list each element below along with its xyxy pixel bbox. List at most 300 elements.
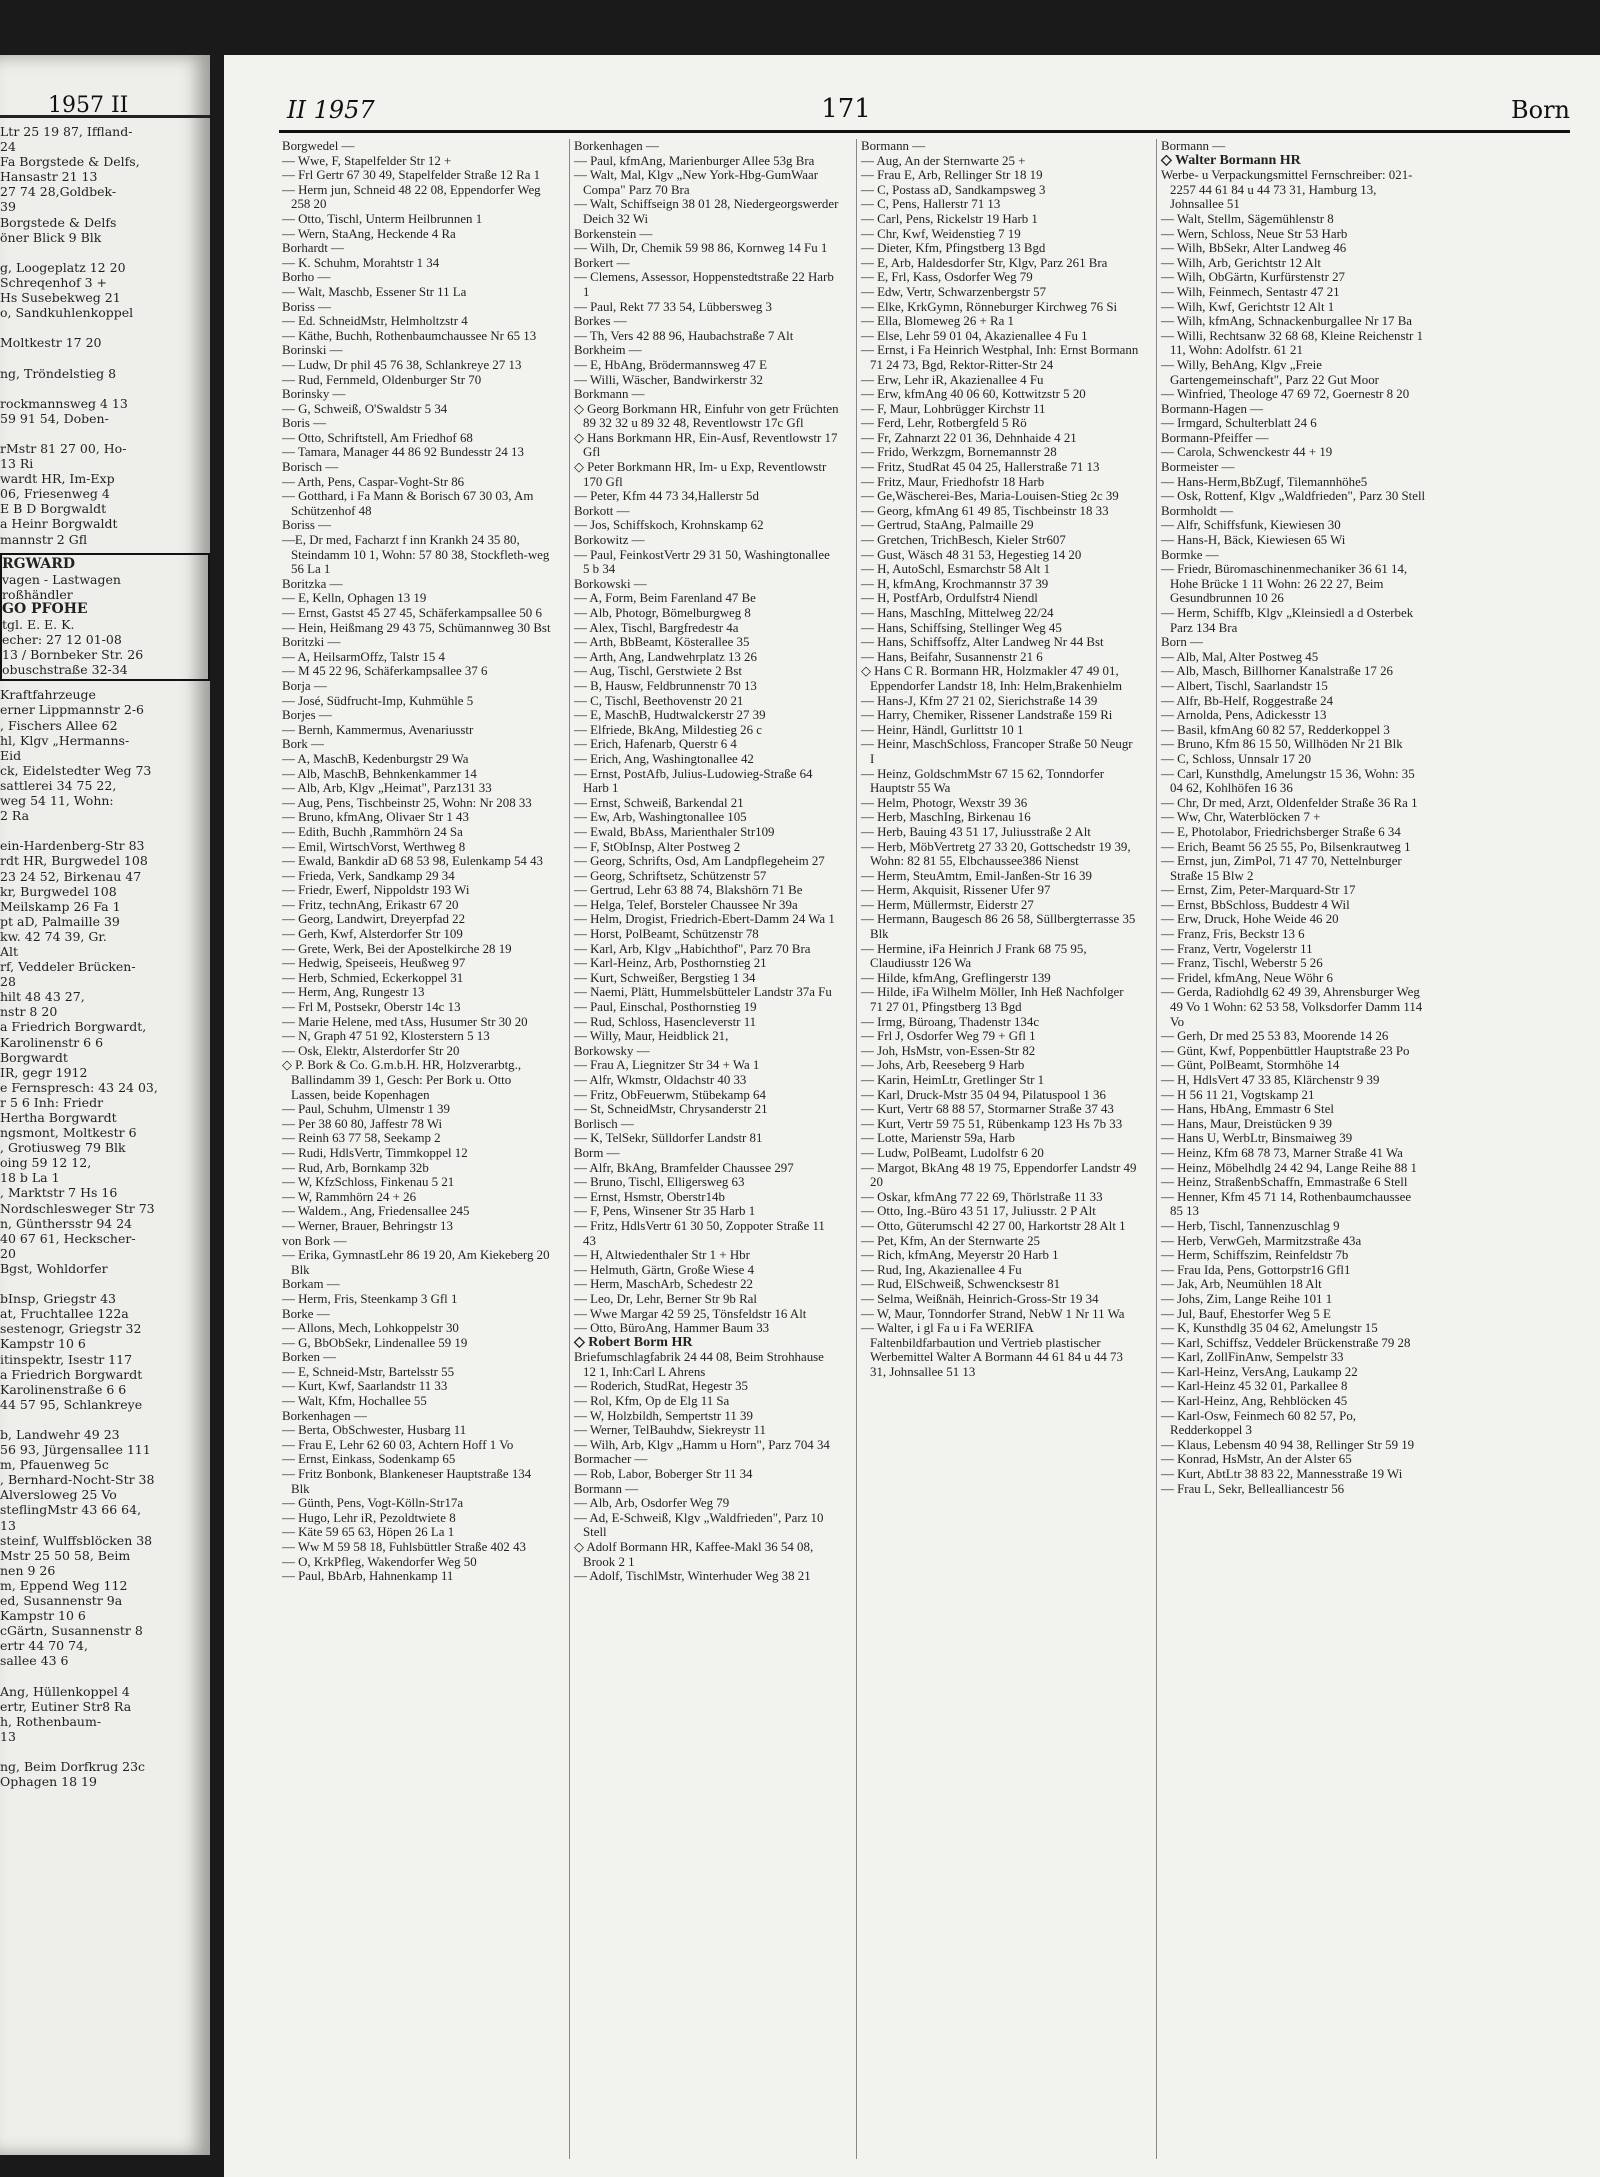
directory-entry: — Johs, Arb, Reeseberg 9 Harb	[861, 1058, 1025, 1073]
left-line: Schreqenhof 3 +	[0, 274, 108, 290]
directory-entry: — Erich, Ang, Washingtonallee 42	[574, 751, 754, 766]
left-line: ng, Beim Dorfkrug 23c	[0, 1759, 146, 1775]
left-line: ed, Susannenstr 9a	[0, 1593, 123, 1608]
left-line: Hansastr 21 13	[0, 169, 98, 185]
surname-heading: Bormann —	[574, 1481, 639, 1496]
directory-entry: — Georg, Landwirt, Dreyerpfad 22	[282, 912, 466, 927]
directory-entry: — Georg, kfmAng 61 49 85, Tischbeinstr 18 33	[861, 503, 1109, 518]
directory-entry: — Herb, Schmied, Eckerkoppel 31	[282, 970, 464, 985]
surname-heading: Boris —	[282, 416, 327, 431]
column-4	[1156, 139, 1426, 2159]
directory-entry: — Irmgard, Schulterblatt 24 6	[1161, 416, 1317, 431]
left-line: 28	[0, 974, 16, 990]
directory-entry: — Herb, MöbVertretg 27 33 20, Gottschedstr 19 39, Wohn: 82 81 55, Elbchaussee386 Nienst	[861, 839, 1131, 869]
surname-heading: Borisch —	[282, 460, 339, 475]
directory-entry: — Bruno, kfmAng, Olivaer Str 1 43	[282, 810, 469, 825]
directory-entry: — Herm, Ang, Rungestr 13	[282, 985, 425, 1000]
surname-heading: Borke —	[282, 1306, 330, 1321]
surname-heading: Borkmann —	[574, 387, 645, 402]
left-line: steinf, Wulffsblöcken 38	[0, 1532, 153, 1548]
directory-entry: — Ernst, BbSchloss, Buddestr 4 Wil	[1161, 897, 1350, 912]
left-line: wardt HR, Im-Exp	[0, 471, 115, 487]
surname-heading: Boriss —	[282, 299, 332, 314]
directory-entry: — Osk, Rottenf, Klgv „Waldfrieden", Parz 30 Stell	[1161, 489, 1426, 504]
page-number: 171	[821, 94, 871, 124]
left-line	[0, 381, 210, 396]
surname-heading: Borinsky —	[282, 387, 346, 402]
surname-heading: Bork —	[282, 737, 324, 752]
directory-entry: — Ernst, PostAfb, Julius-Ludowieg-Straße 64 Harb 1	[574, 766, 813, 796]
directory-entry: — Elke, KrkGymn, Rönneburger Kirchweg 76 Si	[861, 299, 1118, 314]
directory-entry: — Friedr, Büromaschinenmechaniker 36 61 14, Hohe Brücke 1 11 Wohn: 26 22 27, Beim Gesundbrunnen 10 26	[1161, 562, 1408, 606]
directory-entry: — Arnolda, Pens, Adickesstr 13	[1161, 708, 1327, 723]
directory-entry: — W, Maur, Tonndorfer Strand, NebW 1 Nr 11 Wa	[861, 1306, 1125, 1321]
left-line: rMstr 81 27 00, Ho-	[0, 440, 127, 456]
left-line: erner Lippmannstr 2-6	[0, 702, 144, 718]
surname-heading: Borken —	[282, 1350, 337, 1365]
directory-entry: — Else, Lehr 59 01 04, Akazienallee 4 Fu 1	[861, 328, 1088, 343]
directory-entry: — Clemens, Assessor, Hoppenstedtstraße 22 Harb 1	[574, 270, 834, 299]
directory-entry: — Reinh 63 77 58, Seekamp 2	[282, 1131, 441, 1146]
left-line: Borgwardt	[0, 1049, 68, 1065]
directory-entry: — E, Arb, Haldesdorfer Str, Klgv, Parz 261 Bra	[861, 255, 1108, 270]
directory-entry: — K, TelSekr, Sülldorfer Landstr 81	[574, 1131, 763, 1146]
directory-entry: — Marie Helene, med tAss, Husumer Str 30 20	[282, 1014, 528, 1029]
directory-entry: — Frau Ida, Pens, Gottorpstr16 Gfl1	[1161, 1262, 1351, 1277]
directory-entry: — Wwe Margar 42 59 25, Tönsfeldstr 16 Alt	[574, 1306, 807, 1321]
directory-entry: — Paul, Einschal, Posthornstieg 19	[574, 1000, 757, 1015]
directory-entry: — Willy, Maur, Heidblick 21,	[574, 1029, 729, 1044]
left-line: Ang, Hüllenkoppel 4	[0, 1683, 130, 1699]
surname-heading: Borkam —	[282, 1277, 340, 1292]
left-line: nstr 8 20	[0, 1004, 58, 1020]
left-line: weg 54 11, Wohn:	[0, 793, 114, 809]
directory-entry: — Chr, Dr med, Arzt, Oldenfelder Straße 36 Ra 1	[1161, 795, 1418, 810]
directory-entry: — W, Holzbildh, Sempertstr 11 39	[574, 1408, 753, 1423]
left-line: Eid	[0, 747, 22, 763]
directory-entry: ◇ Peter Borkmann HR, Im- u Exp, Reventlowstr 170 Gfl	[574, 460, 827, 489]
directory-entry: — Günt, PolBeamt, Stormhöhe 14	[1161, 1058, 1340, 1073]
directory-entry: — Gerda, Radiohdlg 62 49 39, Ahrensburger Weg 49 Vo 1 Wohn: 62 53 58, Volksdorfer Damm 114 Vo	[1161, 985, 1423, 1029]
left-line	[0, 320, 210, 335]
directory-entry: — Fritz, HdlsVertr 61 30 50, Zoppoter Straße 11 43	[574, 1218, 825, 1248]
directory-entry: — Naemi, Plätt, Hummelsbütteler Landstr 37a Fu	[574, 985, 832, 1000]
left-line: sattlerei 34 75 22,	[0, 777, 117, 793]
directory-entry: — B, Hausw, Feldbrunnenstr 70 13	[574, 678, 757, 693]
left-line: ertr 44 70 74,	[0, 1638, 88, 1654]
surname-heading: Borkowski —	[574, 576, 647, 591]
directory-entry: — E, Frl, Kass, Osdorfer Weg 79	[861, 270, 1033, 285]
left-line: at, Fruchtallee 122a	[0, 1306, 129, 1322]
directory-entry: — G, BbObSekr, Lindenallee 59 19	[282, 1335, 468, 1350]
firm-entry: ◇ Robert Borm HR	[574, 1334, 693, 1350]
directory-entry: — Hilde, iFa Wilhelm Möller, Inh Heß Nachfolger 71 27 01, Pfingstberg 13 Bgd	[861, 985, 1124, 1015]
left-line: ng, Tröndelstieg 8	[0, 365, 117, 381]
directory-entry: — Hans U, WerbLtr, Binsmaiweg 39	[1161, 1131, 1353, 1146]
left-advert-line: GO PFOHE	[2, 601, 88, 617]
left-line: 06, Friesenweg 4	[0, 486, 110, 502]
directory-entry: — Franz, Vertr, Vogelerstr 11	[1161, 941, 1313, 956]
directory-entry: — Frau E, Arb, Rellinger Str 18 19	[861, 168, 1043, 183]
surname-heading: Borkheim —	[574, 343, 642, 358]
left-line	[0, 1668, 210, 1683]
directory-entry: — Ewald, Bankdir aD 68 53 98, Eulenkamp 54 43	[282, 854, 543, 869]
directory-columns	[282, 139, 1572, 2159]
directory-entry: — Hans-J, Kfm 27 21 02, Sierichstraße 14 39	[861, 693, 1098, 708]
left-line: rockmannsweg 4 13	[0, 395, 128, 411]
directory-entry: — H 56 11 21, Vogtskamp 21	[1161, 1087, 1315, 1102]
directory-entry: — Per 38 60 80, Jaffestr 78 Wi	[282, 1116, 443, 1131]
directory-entry: — Heinz, StraßenbSchaffn, Emmastraße 6 Stell	[1161, 1175, 1408, 1190]
directory-entry: — Ernst, Einkass, Sodenkamp 65	[282, 1452, 456, 1467]
left-line: Kraftfahrzeuge	[0, 687, 96, 703]
directory-entry: — Günth, Pens, Vogt-Kölln-Str17a	[282, 1496, 464, 1511]
surname-heading: Bormann-Hagen —	[1161, 401, 1264, 416]
directory-entry: — Ernst, i Fa Heinrich Westphal, Inh: Ernst Bormann 71 24 73, Bgd, Rektor-Ritter-Str 24	[861, 343, 1139, 372]
right-page	[224, 55, 1600, 2177]
directory-entry: — Käthe, Buchh, Rothenbaumchaussee Nr 65 13	[282, 328, 537, 343]
directory-entry: — Selma, Weißnäh, Heinrich-Gross-Str 19 34	[861, 1291, 1099, 1306]
directory-entry: — Alfr, Schiffsfunk, Kiewiesen 30	[1161, 518, 1341, 533]
directory-entry: — Heinr, MaschSchloss, Francoper Straße 50 Neugr I	[861, 737, 1133, 766]
directory-entry: — Bernh, Kammermus, Avenariusstr	[282, 722, 474, 737]
surname-heading: Boritzka —	[282, 576, 343, 591]
directory-entry: — Ww, Chr, Waterblöcken 7 +	[1161, 810, 1321, 825]
directory-entry: — Wwe, F, Stapelfelder Str 12 +	[282, 153, 452, 168]
left-line: Kampstr 10 6	[0, 1608, 86, 1624]
surname-heading: Bormke —	[1161, 547, 1219, 562]
directory-entry: — Gotthard, i Fa Mann & Borisch 67 30 03, Am Schützenhof 48	[282, 489, 534, 518]
column-2	[569, 139, 839, 2159]
surname-heading: Borgwedel —	[282, 139, 355, 153]
running-head: Born	[1510, 96, 1570, 124]
left-line: 23 24 52, Birkenau 47	[0, 868, 142, 884]
left-line: Mstr 25 50 58, Beim	[0, 1547, 131, 1563]
directory-entry: — E, Schneid-Mstr, Bartelsstr 55	[282, 1364, 455, 1379]
directory-entry: — A, HeilsarmOffz, Talstr 15 4	[282, 649, 445, 664]
directory-entry: — Berta, ObSchwester, Husbarg 11	[282, 1423, 467, 1438]
directory-entry: — Herm, Fris, Steenkamp 3 Gfl 1	[282, 1291, 458, 1306]
directory-entry: — Tamara, Manager 44 86 92 Bundesstr 24 13	[282, 445, 524, 460]
left-line: E B D Borgwaldt	[0, 501, 107, 517]
directory-entry: — Albert, Tischl, Saarlandstr 15	[1161, 678, 1328, 693]
directory-entry: — Ernst, Gastst 45 27 45, Schäferkampsallee 50 6	[282, 606, 542, 620]
surname-heading: Borinski —	[282, 343, 343, 358]
directory-entry: — Rud, Fernmeld, Oldenburger Str 70	[282, 372, 482, 387]
directory-entry: — Walt, Mal, Klgv „New York-Hbg-GumWaar Compa" Parz 70 Bra	[574, 168, 819, 197]
directory-entry: — Franz, Tischl, Weberstr 5 26	[1161, 956, 1323, 971]
left-line: Moltkestr 17 20	[0, 335, 102, 351]
directory-entry: — Osk, Elektr, Alsterdorfer Str 20	[282, 1043, 460, 1058]
directory-entry: — Wilh, Arb, Klgv „Hamm u Horn", Parz 704 34	[574, 1437, 830, 1452]
directory-entry: — Rol, Kfm, Op de Elg 11 Sa	[574, 1394, 730, 1409]
left-line: Karolinenstr 6 6	[0, 1034, 104, 1050]
directory-entry: — Paul, kfmAng, Marienburger Allee 53g Bra	[574, 153, 815, 168]
directory-entry: — Fr, Zahnarzt 22 01 36, Dehnhaide 4 21	[861, 430, 1077, 445]
directory-entry: — Georg, Schrifts, Osd, Am Landpflegeheim 27	[574, 854, 825, 869]
directory-entry: — W, Rammhörn 24 + 26	[282, 1189, 417, 1204]
directory-entry: — A, MaschB, Kedenburgstr 29 Wa	[282, 751, 469, 766]
left-line: , Marktstr 7 Hs 16	[0, 1185, 118, 1201]
directory-entry: — Bruno, Kfm 86 15 50, Willhöden Nr 21 Blk	[1161, 737, 1403, 752]
surname-heading: Borkowsky —	[574, 1043, 650, 1058]
surname-heading: Born —	[1161, 635, 1203, 650]
directory-entry: — Peter, Kfm 44 73 34,Hallerstr 5d	[574, 489, 759, 504]
left-line: Ltr 25 19 87, Iffland-	[0, 124, 133, 139]
surname-heading: Borlisch —	[574, 1116, 634, 1131]
surname-heading: Bormholdt —	[1161, 503, 1233, 518]
directory-entry: — Rudi, HdlsVertr, Timmkoppel 12	[282, 1145, 468, 1160]
left-line: h, Rothenbaum-	[0, 1713, 102, 1729]
directory-entry: — Alb, Arb, Klgv „Heimat", Parz131 33	[282, 781, 492, 796]
directory-entry: — E, MaschB, Hudtwalckerstr 27 39	[574, 708, 766, 723]
left-line: m, Eppend Weg 112	[0, 1577, 128, 1593]
directory-entry: — Helm, Photogr, Wexstr 39 36	[861, 795, 1028, 810]
directory-entry: — A, Form, Beim Farenland 47 Be	[574, 591, 756, 606]
directory-entry: — N, Graph 47 51 92, Klosterstern 5 13	[282, 1029, 490, 1044]
left-line: 59 91 54, Doben-	[0, 410, 109, 426]
directory-entry: — Wilh, Arb, Gerichtstr 12 Alt	[1161, 255, 1322, 270]
directory-entry: — Ernst, Hsmstr, Oberstr14b	[574, 1189, 725, 1204]
directory-entry: — Pet, Kfm, An der Sternwarte 25	[861, 1233, 1041, 1248]
directory-entry: — Alb, MaschB, Behnkenkammer 14	[282, 766, 477, 781]
directory-entry: — Emil, WirtschVorst, Werthweg 8	[282, 839, 466, 854]
directory-entry: — Jos, Schiffskoch, Krohnskamp 62	[574, 518, 764, 533]
directory-entry: — Paul, FeinkostVertr 29 31 50, Washingtonallee 5 b 34	[574, 547, 830, 577]
surname-heading: Bormeister —	[1161, 460, 1235, 475]
directory-entry: — Hermann, Baugesch 86 26 58, Süllbergterrasse 35 Blk	[861, 912, 1136, 942]
directory-entry: — Ferd, Lehr, Rotbergfeld 5 Rö	[861, 416, 1027, 431]
directory-entry: — Rud, Arb, Bornkamp 32b	[282, 1160, 429, 1175]
directory-entry: ◇ Georg Borkmann HR, Einfuhr von getr Früchten 89 32 32 u 89 32 48, Reventlowstr 17c Gfl	[574, 401, 839, 431]
directory-entry: — H, HdlsVert 47 33 85, Klärchenstr 9 39	[1161, 1073, 1380, 1087]
left-line: Alversloweg 25 Vo	[0, 1487, 117, 1503]
directory-entry: — Walt, Maschb, Essener Str 11 La	[282, 284, 467, 299]
directory-entry: — Günt, Kwf, Poppenbüttler Hauptstraße 23 Po	[1161, 1043, 1410, 1058]
directory-entry: — Leo, Dr, Lehr, Berner Str 9b Ral	[574, 1291, 757, 1306]
left-line: b, Landwehr 49 23	[0, 1426, 120, 1442]
directory-entry: — G, Schweiß, O'Swaldstr 5 34	[282, 401, 448, 416]
directory-entry: — Hilde, kfmAng, Greflingerstr 139	[861, 970, 1051, 985]
directory-entry: — Karl-Heinz, Ang, Rehblöcken 45	[1161, 1394, 1348, 1409]
page-header	[279, 90, 1570, 133]
left-advert-line: 13 / Bornbeker Str. 26	[2, 647, 144, 663]
left-line: rf, Veddeler Brücken-	[0, 959, 136, 975]
surname-heading: Borkenstein —	[574, 226, 653, 241]
directory-entry: — Ww M 59 58 18, Fuhlsbüttler Straße 402 43	[282, 1540, 526, 1554]
left-line: n, Günthersstr 94 24	[0, 1215, 133, 1231]
directory-entry: — Gertrud, StaAng, Palmaille 29	[861, 518, 1034, 533]
directory-entry: — Herb, VerwGeh, Marmitzstraße 43a	[1161, 1233, 1362, 1248]
left-page-header	[0, 55, 210, 118]
left-line: rdt HR, Burgwedel 108	[0, 853, 148, 869]
surname-heading: Borjes —	[282, 708, 332, 723]
left-line: bInsp, Griegstr 43	[0, 1291, 117, 1307]
directory-entry: — Ludw, PolBeamt, Ludolfstr 6 20	[861, 1145, 1044, 1160]
directory-entry: — F, Pens, Winsener Str 35 Harb 1	[574, 1204, 756, 1219]
directory-entry: — Ernst, Schweiß, Barkendal 21	[574, 795, 744, 810]
directory-entry: — Frl J, Osdorfer Weg 79 + Gfl 1	[861, 1029, 1036, 1044]
directory-entry: — Oskar, kfmAng 77 22 69, Thörlstraße 11 33	[861, 1189, 1103, 1204]
directory-entry: — Edw, Vertr, Schwarzenbergstr 57	[861, 284, 1047, 299]
left-line: Borgstede & Delfs	[0, 214, 117, 230]
directory-entry: — Herm, Müllermstr, Eiderstr 27	[861, 897, 1034, 912]
surname-heading: Borkowitz —	[574, 533, 645, 548]
left-line: 39	[0, 199, 16, 215]
directory-entry: — Walt, Schiffseign 38 01 28, Niedergeorgswerder Deich 32 Wi	[574, 197, 839, 226]
directory-entry: — Wilh, Kwf, Gerichtstr 12 Alt 1	[1161, 299, 1335, 314]
directory-entry: Werbe- u Verpackungsmittel Fernschreiber: 021-2257 44 61 84 u 44 73 31, Hamburg 13, Johnsallee 51	[1161, 168, 1413, 212]
left-line	[0, 1276, 210, 1291]
directory-entry: — Kurt, Vertr 68 88 57, Stormarner Straße 37 43	[861, 1102, 1114, 1117]
left-advert	[0, 553, 210, 682]
directory-entry: — Aug, An der Sternwarte 25 +	[861, 153, 1026, 168]
directory-entry: — Adolf, TischlMstr, Winterhuder Weg 38 21	[574, 1569, 811, 1584]
directory-entry: — Gertrud, Lehr 63 88 74, Blakshörn 71 Be	[574, 883, 803, 898]
directory-entry: — Rud, ElSchweiß, Schwencksestr 81	[861, 1277, 1061, 1292]
directory-entry: — Carl, Pens, Rickelstr 19 Harb 1	[861, 211, 1038, 226]
directory-entry: — C, Schloss, Unnsalr 17 20	[1161, 751, 1312, 766]
surname-heading: Bormann —	[861, 139, 926, 153]
left-line: nen 9 26	[0, 1562, 56, 1578]
directory-entry: — Joh, HsMstr, von-Essen-Str 82	[861, 1043, 1036, 1058]
left-line: Ophagen 18 19	[0, 1774, 97, 1790]
directory-entry: — Klaus, Lebensm 40 94 38, Rellinger Str 59 19	[1161, 1437, 1415, 1452]
directory-entry: —E, Dr med, Facharzt f inn Krankh 24 35 80, Steindamm 10 1, Wohn: 57 80 38, Stockfleth-weg 56 La 1	[282, 533, 550, 577]
directory-entry: — O, KrkPfleg, Wakendorfer Weg 50	[282, 1554, 477, 1569]
left-advert-line: obuschstraße 32-34	[2, 662, 128, 678]
directory-entry: ◇ Hans Borkmann HR, Ein-Ausf, Reventlowstr 17 Gfl	[574, 430, 838, 460]
directory-entry: — Wilh, ObGärtn, Kurfürstenstr 27	[1161, 270, 1345, 285]
directory-entry: — C, Postass aD, Sandkampsweg 3	[861, 182, 1046, 197]
directory-entry: — Ernst, Zim, Peter-Marquard-Str 17	[1161, 883, 1356, 898]
directory-entry: — Frl Gertr 67 30 49, Stapelfelder Straße 12 Ra 1	[282, 168, 541, 183]
left-line: hl, Klgv „Hermanns-	[0, 732, 130, 748]
directory-entry: — Fritz, technAng, Erikastr 67 20	[282, 897, 459, 912]
directory-entry: — Hans, Schiffsing, Stellinger Weg 45	[861, 620, 1062, 635]
directory-entry: — K. Schuhm, Morahtstr 1 34	[282, 255, 440, 270]
directory-entry: — Lotte, Marienstr 59a, Harb	[861, 1131, 1015, 1146]
directory-entry: — Ew, Arb, Washingtonallee 105	[574, 810, 747, 825]
directory-entry: — Herm, Schiffb, Klgv „Kleinsiedl a d Osterbek Parz 134 Bra	[1161, 606, 1414, 635]
left-line: ertr, Eutiner Str8 Ra	[0, 1698, 132, 1714]
directory-entry: — Wilh, Feinmech, Sentastr 47 21	[1161, 284, 1340, 299]
left-line: e Fernspresch: 43 24 03,	[0, 1079, 158, 1095]
left-line: oing 59 12 12,	[0, 1155, 92, 1171]
surname-heading: Borkott —	[574, 503, 630, 518]
left-line: hilt 48 43 27,	[0, 989, 85, 1005]
directory-entry: — Frl M, Postsekr, Oberstr 14c 13	[282, 1000, 461, 1015]
directory-entry: — Käte 59 65 63, Höpen 26 La 1	[282, 1525, 455, 1540]
directory-entry: — Harry, Chemiker, Rissener Landstraße 159 Ri	[861, 708, 1113, 723]
directory-entry: — Ewald, BbAss, Marienthaler Str109	[574, 824, 775, 839]
left-line	[0, 1744, 210, 1759]
directory-entry: — Hans-Herm,BbZugf, Tilemannhöhe5	[1161, 474, 1368, 489]
directory-entry: — Rud, Ing, Akazienallee 4 Fu	[861, 1262, 1022, 1277]
directory-entry: — Th, Vers 42 88 96, Haubachstraße 7 Alt	[574, 328, 794, 343]
directory-entry: — Werner, Brauer, Behringstr 13	[282, 1218, 453, 1233]
column-3	[856, 139, 1139, 2159]
directory-entry: — Georg, Schriftsetz, Schützenstr 57	[574, 868, 767, 883]
directory-entry: — Hedwig, Speiseeis, Heußweg 97	[282, 956, 466, 971]
left-line: Alt	[0, 943, 19, 959]
surname-heading: Borhardt —	[282, 241, 344, 256]
left-line: Karolinenstraße 6 6	[0, 1381, 127, 1397]
directory-entry: — Ed. SchneidMstr, Helmholtzstr 4	[282, 314, 468, 329]
directory-entry: — Fritz, Maur, Friedhofstr 18 Harb	[861, 474, 1045, 489]
directory-entry: — Wilh, Dr, Chemik 59 98 86, Kornweg 14 Fu 1	[574, 241, 828, 256]
surname-heading: Borkes —	[574, 314, 627, 329]
directory-entry: — Kurt, AbtLtr 38 83 22, Mannesstraße 19 Wi	[1161, 1467, 1403, 1482]
surname-heading: Boritzki —	[282, 635, 341, 650]
directory-entry: — Werner, TelBauhdw, Siekreystr 11	[574, 1423, 766, 1438]
directory-entry: — Herm, SteuAmtm, Emil-Janßen-Str 16 39	[861, 868, 1092, 883]
directory-entry: — Carola, Schwenckestr 44 + 19	[1161, 445, 1333, 460]
directory-entry: — Karl-Heinz, VersAng, Laukamp 22	[1161, 1364, 1358, 1379]
directory-entry: — Walt, Kfm, Hochallee 55	[282, 1394, 427, 1409]
directory-entry: — Kurt, Vertr 59 75 51, Rübenkamp 123 Hs 7b 33	[861, 1116, 1123, 1131]
directory-entry: — Alfr, BkAng, Bramfelder Chaussee 297	[574, 1160, 794, 1175]
directory-entry: — Paul, Schuhm, Ulmenstr 1 39	[282, 1102, 450, 1117]
left-advert-line: echer: 27 12 01-08	[2, 632, 122, 648]
directory-entry: — Karin, HeimLtr, Gretlinger Str 1	[861, 1073, 1045, 1087]
left-line: ein-Hardenberg-Str 83	[0, 838, 145, 854]
directory-entry: — Heinz, GoldschmMstr 67 15 62, Tonndorfer Hauptstr 55 Wa	[861, 766, 1105, 796]
directory-entry: — F, StObInsp, Alter Postweg 2	[574, 839, 741, 854]
directory-entry: — C, Tischl, Beethovenstr 20 21	[574, 693, 744, 708]
left-line: , Fischers Allee 62	[0, 717, 118, 733]
left-line: 44 57 95, Schlankreye	[0, 1396, 143, 1412]
left-line: 27 74 28,Goldbek-	[0, 184, 117, 200]
left-advert-line: roßhändler	[2, 586, 73, 602]
directory-entry: — Frido, Werkzgm, Bornemannstr 28	[861, 445, 1057, 460]
directory-entry: — Aug, Tischl, Gerstwiete 2 Bst	[574, 664, 742, 679]
directory-entry: — Wilh, kfmAng, Schnackenburgallee Nr 17 Ba	[1161, 314, 1413, 329]
directory-entry: — Carl, Kunsthdlg, Amelungstr 15 36, Wohn: 35 04 62, Kohlhöfen 16 36	[1161, 766, 1415, 796]
directory-entry: — Chr, Kwf, Weidenstieg 7 19	[861, 226, 1021, 241]
directory-entry: — Dieter, Kfm, Pfingstberg 13 Bgd	[861, 241, 1046, 256]
directory-entry: ◇ P. Bork & Co. G.m.b.H. HR, Holzverarbtg., Ballindamm 39 1, Gesch: Per Bork u. Otto Lassen, beide Kopenhagen	[282, 1058, 522, 1102]
surname-heading: Bormacher —	[574, 1452, 648, 1467]
directory-entry: — Ernst, jun, ZimPol, 71 47 70, Nettelnburger Straße 15 Blw 2	[1161, 854, 1402, 883]
directory-entry: — St, SchneidMstr, Chrysanderstr 21	[574, 1102, 768, 1117]
directory-entry: — Margot, BkAng 48 19 75, Eppendorfer Landstr 49 20	[861, 1160, 1137, 1190]
directory-entry: — Karl, Schiffsz, Veddeler Brückenstraße 79 28	[1161, 1335, 1411, 1350]
directory-entry: — Wern, StaAng, Heckende 4 Ra	[282, 226, 456, 241]
directory-entry: — Konrad, HsMstr, An der Alster 65	[1161, 1452, 1352, 1467]
directory-entry: — Rud, Schloss, Hasencleverstr 11	[574, 1014, 757, 1029]
directory-entry: — Hans, Schiffsoffz, Alter Landweg Nr 44 Bst	[861, 635, 1104, 650]
directory-entry: — Helm, Drogist, Friedrich-Ebert-Damm 24 Wa 1	[574, 912, 835, 927]
left-line: a Friedrich Borgwardt	[0, 1366, 143, 1382]
directory-entry: — Waldem., Ang, Friedensallee 245	[282, 1204, 470, 1219]
firm-entry: ◇ Walter Bormann HR	[1161, 152, 1301, 168]
left-page-year: 1957 II	[48, 93, 129, 118]
directory-entry: — Ella, Blomeweg 26 + Ra 1	[861, 314, 1014, 329]
directory-entry: — Karl-Heinz 45 32 01, Parkallee 8	[1161, 1379, 1348, 1394]
directory-entry: — Jak, Arb, Neumühlen 18 Alt	[1161, 1277, 1322, 1292]
directory-entry: — Otto, Tischl, Unterm Heilbrunnen 1	[282, 211, 483, 226]
left-line: ck, Eidelstedter Weg 73	[0, 762, 152, 778]
directory-entry: — K, Kunsthdlg 35 04 62, Amelungstr 15	[1161, 1321, 1378, 1336]
directory-entry: — Jul, Bauf, Ehestorfer Weg 5 E	[1161, 1306, 1331, 1321]
directory-entry: — Fridel, kfmAng, Neue Wöhr 6	[1161, 970, 1333, 985]
surname-heading: von Bork —	[282, 1233, 347, 1248]
directory-entry: — Erw, Lehr iR, Akazienallee 4 Fu	[861, 372, 1044, 387]
left-line: 2 Ra	[0, 808, 30, 824]
directory-entry: — Alb, Masch, Billhorner Kanalstraße 17 26	[1161, 664, 1393, 679]
directory-entry: — Ge,Wäscherei-Bes, Maria-Louisen-Stieg 2c 39	[861, 489, 1119, 504]
